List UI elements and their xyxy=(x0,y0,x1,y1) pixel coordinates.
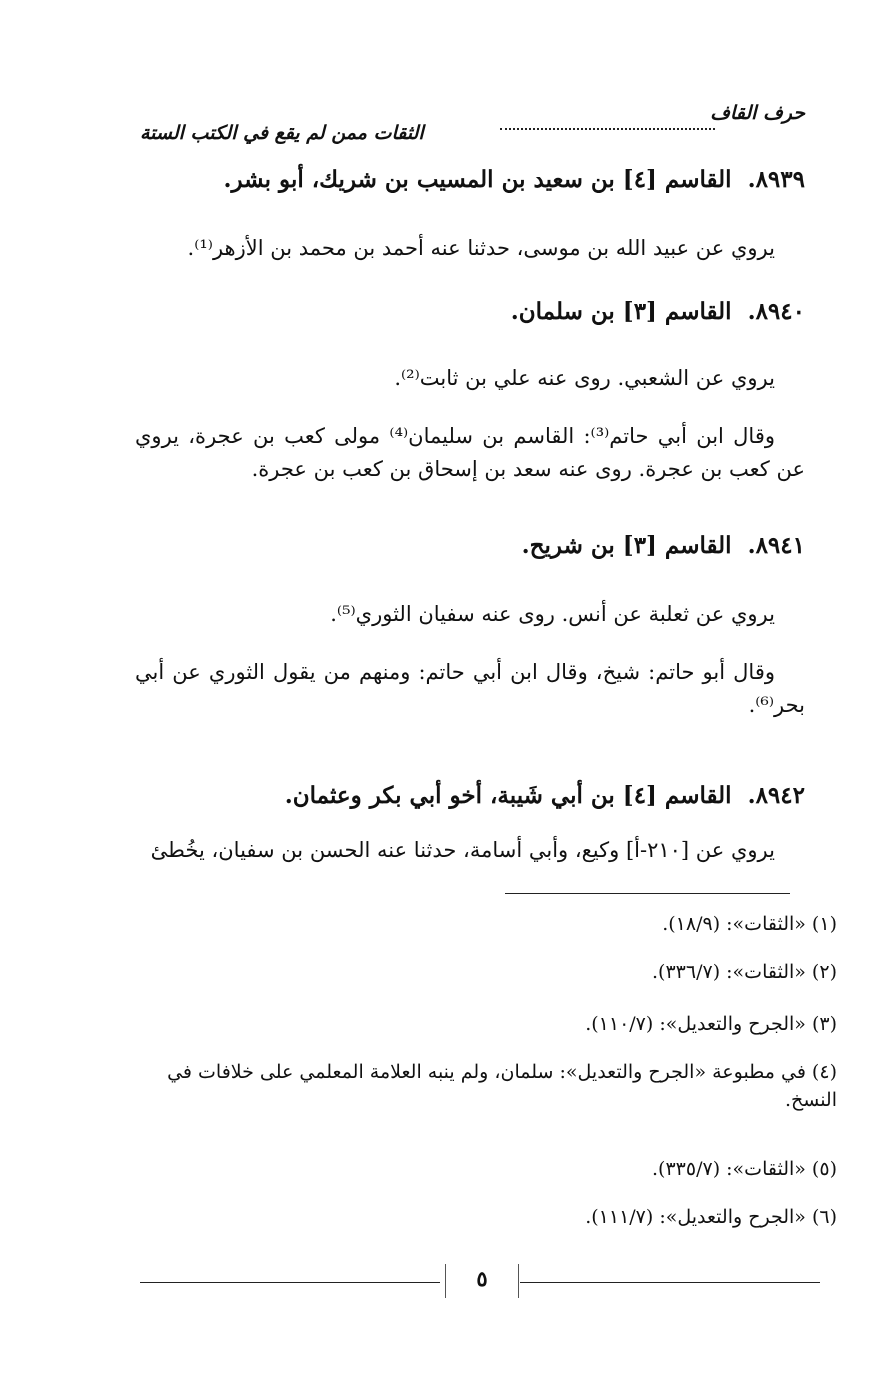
entry-name: القاسم [٣] بن شريح. xyxy=(521,532,732,559)
entry-name: القاسم [٤] بن سعيد بن المسيب بن شريك، أبو بشر. xyxy=(223,166,732,193)
footnote: (٣) «الجرح والتعديل»: (١١٠/٧). xyxy=(585,1013,837,1035)
header-section: حرف القاف xyxy=(710,102,805,124)
running-header xyxy=(140,102,805,148)
entry-paragraph: يروي عن ثعلبة عن أنس. روى عنه سفيان الثوري⁽⁵⁾. xyxy=(330,602,775,626)
header-dots xyxy=(500,118,715,130)
entry-name: القاسم [٣] بن سلمان. xyxy=(510,298,732,325)
entry-number: ٨٩٤٠. xyxy=(747,298,805,325)
entry-paragraph: يروي عن الشعبي. روى عنه علي بن ثابت⁽²⁾. xyxy=(394,366,775,390)
entry-title xyxy=(140,532,805,559)
entry-number: ٨٩٤١. xyxy=(747,532,805,559)
entry-title xyxy=(140,782,805,809)
page-number: ٥ xyxy=(445,1264,519,1298)
entry-paragraph: وقال أبو حاتم: شيخ، وقال ابن أبي حاتم: ومنهم من يقول الثوري عن أبي بحر⁽⁶⁾. xyxy=(135,660,805,717)
footer-line-left xyxy=(140,1282,440,1283)
footnote: (٥) «الثقات»: (٣٣٥/٧). xyxy=(652,1158,837,1180)
entry-number: ٨٩٤٢. xyxy=(747,782,805,809)
entry-paragraph: وقال ابن أبي حاتم⁽³⁾: القاسم بن سليمان⁽⁴⁾ مولى كعب بن عجرة، يروي عن كعب بن عجرة. روى عنه سعد بن إسحاق بن كعب بن عجرة. xyxy=(135,424,805,481)
entry-name: القاسم [٤] بن أبي شَيبة، أخو أبي بكر وعثمان. xyxy=(284,782,732,809)
entry-title xyxy=(140,166,805,193)
footnote: (١) «الثقات»: (١٨/٩). xyxy=(662,913,837,935)
page-footer xyxy=(140,1262,820,1302)
entry-paragraph: يروي عن عبيد الله بن موسى، حدثنا عنه أحمد بن محمد بن الأزهر⁽¹⁾. xyxy=(187,236,775,260)
entry-number: ٨٩٣٩. xyxy=(747,166,805,193)
header-book-title: الثقات ممن لم يقع في الكتب الستة xyxy=(140,122,424,144)
footnote: (٢) «الثقات»: (٣٣٦/٧). xyxy=(652,961,837,983)
footer-line-right xyxy=(520,1282,820,1283)
footnote: (٦) «الجرح والتعديل»: (١١١/٧). xyxy=(585,1206,837,1228)
entry-paragraph: يروي عن [٢١٠-أ] وكيع، وأبي أسامة، حدثنا عنه الحسن بن سفيان، يخُطئ xyxy=(150,838,775,862)
footnote-separator xyxy=(505,893,790,894)
entry-title xyxy=(140,298,805,325)
footnote: (٤) في مطبوعة «الجرح والتعديل»: سلمان، ولم ينبه العلامة المعلمي على خلافات في النسخ. xyxy=(167,1061,837,1111)
